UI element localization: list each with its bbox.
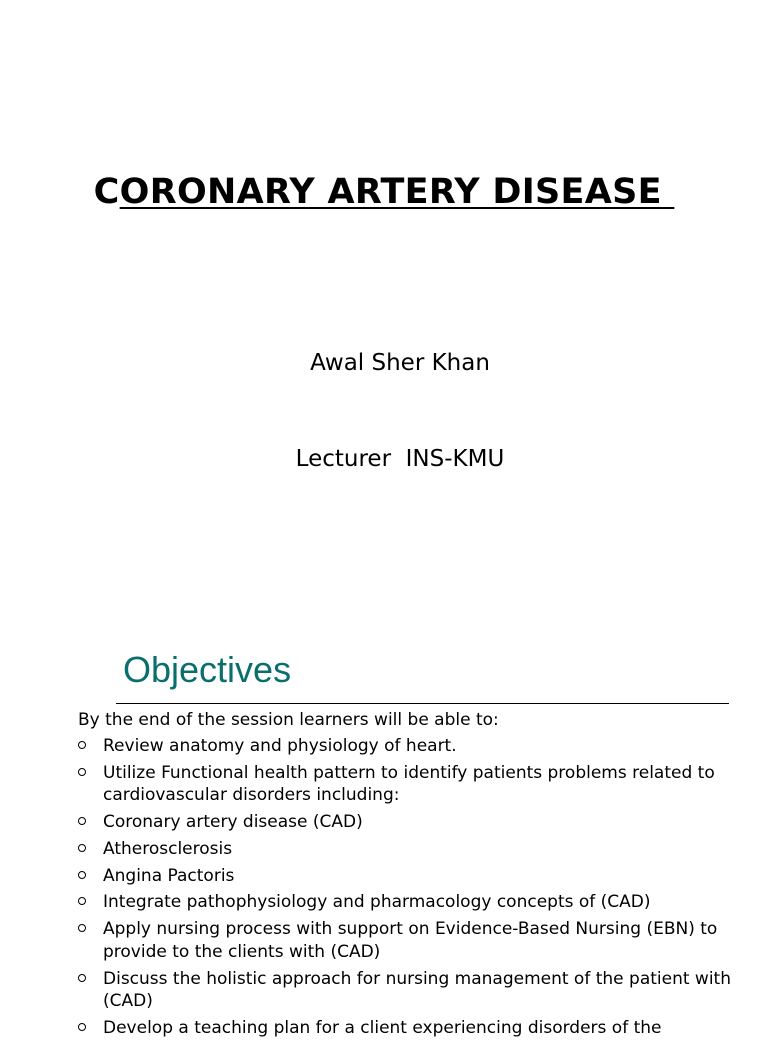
objectives-list — [0, 735, 768, 1044]
circle-bullet-icon — [78, 844, 86, 852]
list-item — [0, 838, 768, 861]
page-title — [0, 172, 768, 212]
list-item-text: Develop a teaching plan for a client experiencing disorders of the — [103, 1017, 662, 1038]
objectives-intro: By the end of the session learners will be able to: — [78, 710, 499, 730]
list-item — [0, 865, 768, 888]
circle-bullet-icon — [78, 1023, 86, 1031]
list-item-text: Apply nursing process with support on Evidence-Based Nursing (EBN) to provide to the clients with (CAD) — [103, 919, 718, 962]
list-item — [0, 891, 768, 914]
circle-bullet-icon — [78, 897, 86, 905]
list-item-text: Atherosclerosis — [103, 838, 233, 859]
circle-bullet-icon — [78, 871, 86, 879]
list-item — [0, 735, 768, 758]
list-item — [0, 762, 768, 807]
objectives-heading: Objectives — [123, 649, 292, 690]
author-block — [0, 283, 768, 539]
list-item-text: Discuss the holistic approach for nursing management of the patient with (CAD) — [103, 968, 731, 1012]
objectives-slide — [0, 640, 768, 1038]
circle-bullet-icon — [78, 741, 86, 749]
list-item — [0, 968, 768, 1013]
title-underlined-text: ORONARY ARTERY DISEASE — [119, 172, 675, 212]
list-item — [0, 811, 768, 834]
circle-bullet-icon — [78, 924, 86, 932]
list-item-text: Integrate pathophysiology and pharmacology concepts of (CAD) — [103, 892, 651, 913]
author-name: Awal Sher Khan — [310, 350, 490, 376]
list-item — [0, 1017, 768, 1040]
title-first-letter: C — [93, 172, 120, 212]
circle-bullet-icon — [78, 817, 86, 825]
list-item — [0, 918, 768, 963]
author-role: Lecturer INS-KMU — [295, 446, 505, 472]
list-item-text: Review anatomy and physiology of heart. — [103, 736, 457, 756]
list-item-text: Utilize Functional health pattern to identify patients problems related to cardiovascular disorders including: — [103, 762, 715, 806]
heading-divider — [116, 703, 729, 704]
circle-bullet-icon — [78, 768, 86, 776]
circle-bullet-icon — [78, 974, 86, 982]
list-item-text: Coronary artery disease (CAD) — [103, 812, 363, 833]
list-item-text: Angina Pactoris — [103, 865, 235, 886]
